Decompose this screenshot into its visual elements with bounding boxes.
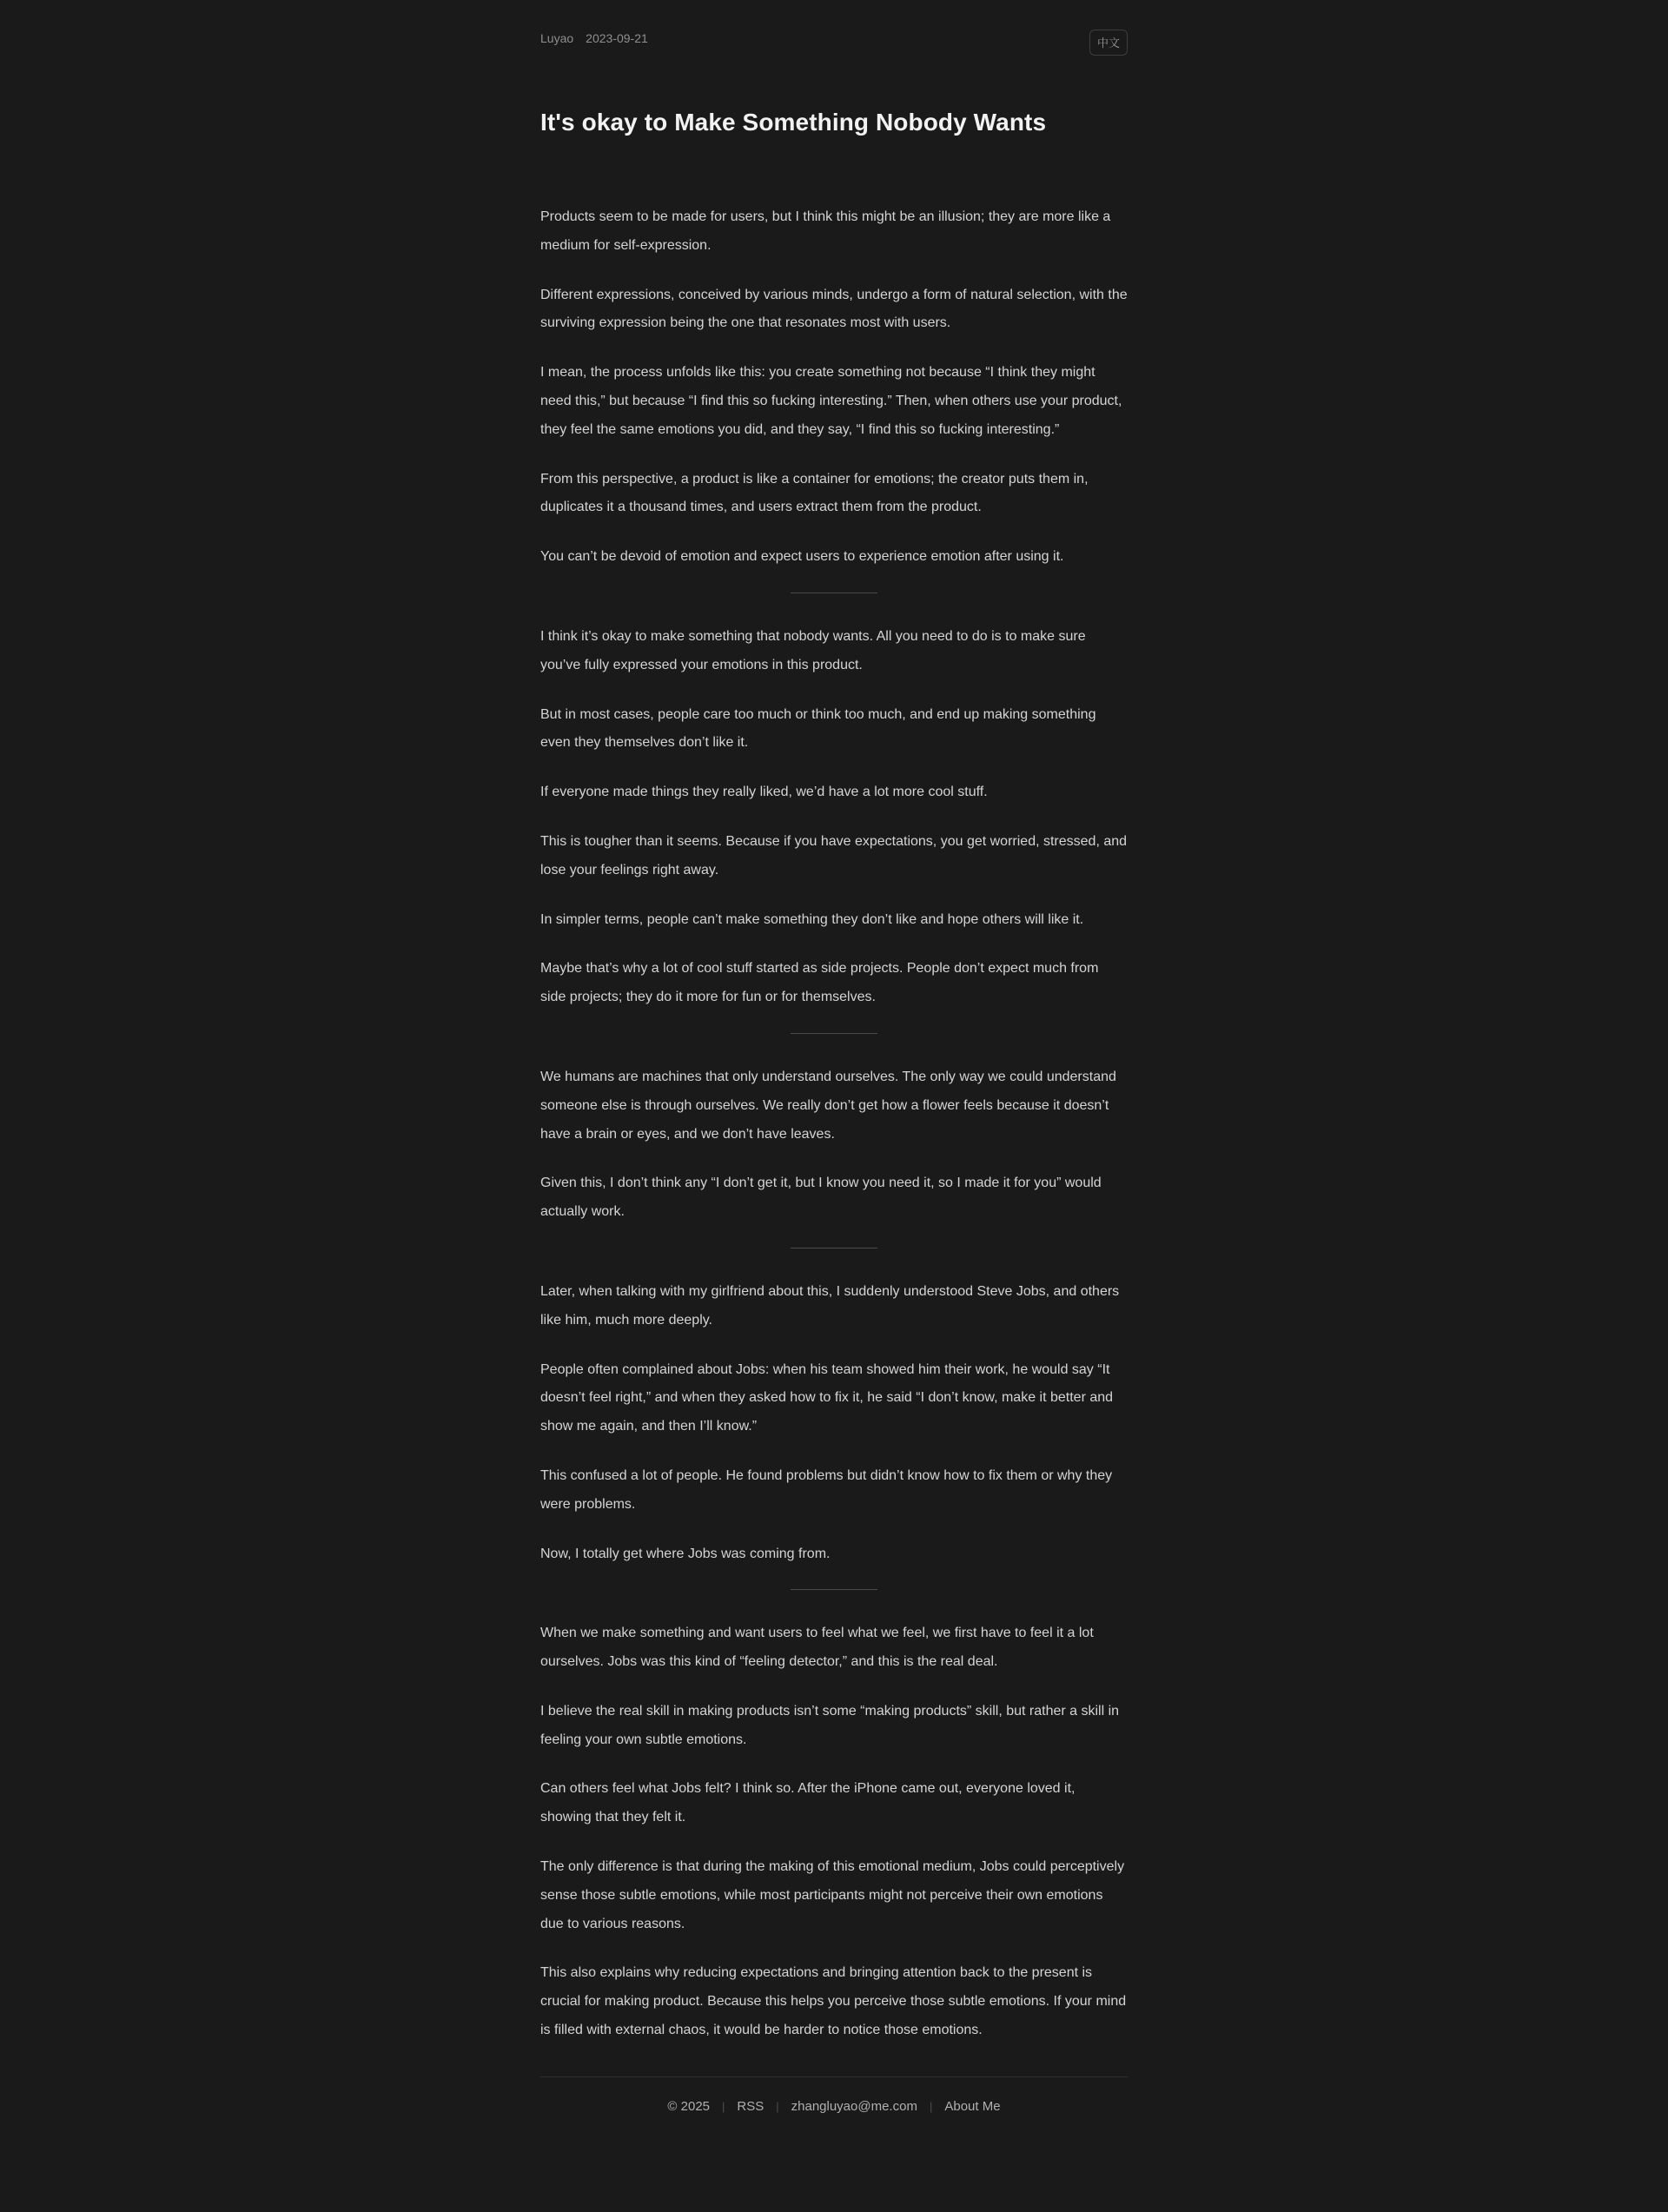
footer-separator: | — [929, 2099, 933, 2113]
paragraph: We humans are machines that only understand ourselves. The only way we could understand someone else is through ourselves. We really don’t get how a flower feels because it doesn’t have a brain or eyes, and we don’t have leaves. — [540, 1069, 1116, 1142]
paragraph: This also explains why reducing expectations and bringing attention back to the present is crucial for making product. Because this helps you perceive those subtle emotions. If your mind is filled with external chaos, it would be harder to notice those emotions. — [540, 1965, 1127, 2038]
article-section-2 — [540, 623, 1128, 1012]
footer-separator: | — [776, 2099, 779, 2113]
footer-divider — [540, 2076, 1128, 2077]
paragraph: People often complained about Jobs: when his team showed him their work, he would say “It doesn’t feel right,” and when they asked how to fix it, he said “I don’t know, make it better and show me again, and then I’ll know.” — [540, 1361, 1114, 1434]
paragraph: Different expressions, conceived by various minds, undergo a form of natural selection, with the surviving expression being the one that resonates most with users. — [540, 287, 1128, 331]
paragraph: But in most cases, people care too much or think too much, and end up making something even they themselves don’t like it. — [540, 706, 1096, 751]
article-body — [540, 203, 1128, 2045]
paragraph: This is tougher than it seems. Because if you have expectations, you get worried, stressed, and lose your feelings right away. — [540, 833, 1128, 878]
paragraph: I mean, the process unfolds like this: you create something not because “I think they might need this,” but because “I find this so fucking interesting.” Then, when others use your product, they feel the same emotions you did, and they say, “I find this so fucking interesting.” — [540, 365, 1122, 437]
article-section-4 — [540, 1278, 1128, 1568]
paragraph: Given this, I don’t think any “I don’t get it, but I know you need it, so I made it for you” would actually work. — [540, 1176, 1102, 1220]
post-date: 2023-09-21 — [586, 31, 648, 45]
paragraph: When we make something and want users to feel what we feel, we first have to feel it a lot ourselves. Jobs was this kind of “feeling detector,” and this is the real deal. — [540, 1626, 1094, 1670]
paragraph: The only difference is that during the making of this emotional medium, Jobs could perceptively sense those subtle emotions, while most participants might not perceive their own emotions due to various reasons. — [540, 1859, 1125, 1931]
paragraph: Products seem to be made for users, but I think this might be an illusion; they are more like a medium for self-expression. — [540, 209, 1111, 253]
article-section-1 — [540, 203, 1128, 572]
paragraph: Now, I totally get where Jobs was coming from. — [540, 1546, 831, 1561]
author-name: Luyao — [540, 31, 574, 45]
paragraph: In simpler terms, people can’t make something they don’t like and hope others will like it. — [540, 911, 1084, 927]
paragraph: You can’t be devoid of emotion and expect users to experience emotion after using it. — [540, 549, 1064, 565]
article-section-5 — [540, 1619, 1128, 2045]
copyright-text: © 2025 — [667, 2098, 711, 2114]
paragraph: From this perspective, a product is like a container for emotions; the creator puts them in, duplicates it a thousand times, and users extract them from the product. — [540, 471, 1089, 515]
language-toggle-button[interactable]: 中文 — [1089, 30, 1128, 56]
paragraph: Can others feel what Jobs felt? I think so. After the iPhone came out, everyone loved it, showing that they felt it. — [540, 1781, 1076, 1825]
page-footer — [540, 2076, 1128, 2116]
post-meta-row — [540, 30, 1128, 56]
section-divider — [791, 1589, 877, 1590]
post-meta — [540, 30, 648, 47]
paragraph: Maybe that’s why a lot of cool stuff started as side projects. People don’t expect much from side projects; they do it more for fun or for themselves. — [540, 961, 1099, 1005]
email-link[interactable]: zhangluyao@me.com — [791, 2098, 917, 2114]
paragraph: I think it’s okay to make something that nobody wants. All you need to do is to make sure you’ve fully expressed your emotions in this product. — [540, 628, 1086, 672]
paragraph: Later, when talking with my girlfriend about this, I suddenly understood Steve Jobs, and others like him, much more deeply. — [540, 1283, 1120, 1328]
about-me-link[interactable]: About Me — [944, 2098, 1001, 2114]
paragraph: If everyone made things they really liked, we’d have a lot more cool stuff. — [540, 785, 988, 800]
footer-separator: | — [722, 2099, 725, 2113]
page-container — [540, 0, 1128, 2166]
section-divider — [791, 1033, 877, 1034]
rss-link[interactable]: RSS — [737, 2098, 764, 2114]
page-title: It's okay to Make Something Nobody Wants — [540, 109, 1047, 136]
article-section-3 — [540, 1063, 1128, 1227]
footer-links-row — [540, 2098, 1128, 2116]
paragraph: This confused a lot of people. He found problems but didn’t know how to fix them or why they were problems. — [540, 1467, 1113, 1512]
paragraph: I believe the real skill in making products isn’t some “making products” skill, but rather a skill in feeling your own subtle emotions. — [540, 1703, 1120, 1747]
